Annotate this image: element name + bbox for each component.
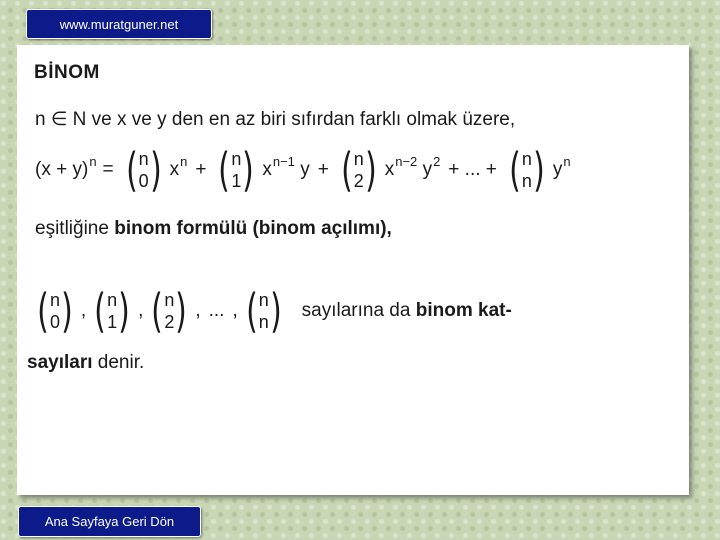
formula-lhs: $(x + y)^n$ bbox=[35, 154, 97, 180]
binom-n-2: ( n 2 ) bbox=[340, 143, 377, 197]
formula-equals: = bbox=[102, 159, 114, 180]
binom-n-0: ( n 0 ) bbox=[125, 143, 162, 197]
back-to-home-button[interactable]: Ana Sayfaya Geri Dön bbox=[18, 506, 201, 537]
site-url-badge[interactable]: www.muratguner.net bbox=[26, 9, 212, 39]
binomial-formula: $(x + y)^n$ = ( n 0 ) $x^n$ + ( n 1 ) $x^{n-1}$ y + ( n 2 ) $x^{n-2}$ $y^2$ + ... + ( n n ) $y^n$ bbox=[35, 143, 571, 197]
coefficients-row: ( n 0 ) , ( n 1 ) , ( n 2 ) , ... , ( n n ) sayılarına da binom kat- bbox=[31, 285, 512, 337]
coef-n-0: ( n 0 ) bbox=[37, 284, 73, 338]
binom-n-n: ( n n ) bbox=[509, 143, 545, 197]
coef-n-n: ( n n ) bbox=[245, 284, 282, 338]
formula-name-line: eşitliğine binom formülü (binom açılımı), bbox=[35, 218, 392, 239]
page-title: BİNOM bbox=[34, 62, 100, 83]
content-panel bbox=[17, 45, 689, 495]
definition-line: n ∈ N ve x ve y den en az biri sıfırdan farklı olmak üzere, bbox=[35, 109, 516, 130]
coef-n-1: ( n 1 ) bbox=[94, 284, 130, 338]
closing-line: sayıları denir. bbox=[27, 352, 145, 373]
coefficients-text: sayılarına da binom kat- bbox=[301, 300, 512, 321]
coef-n-2: ( n 2 ) bbox=[151, 284, 188, 338]
binom-n-1: ( n 1 ) bbox=[218, 143, 255, 197]
